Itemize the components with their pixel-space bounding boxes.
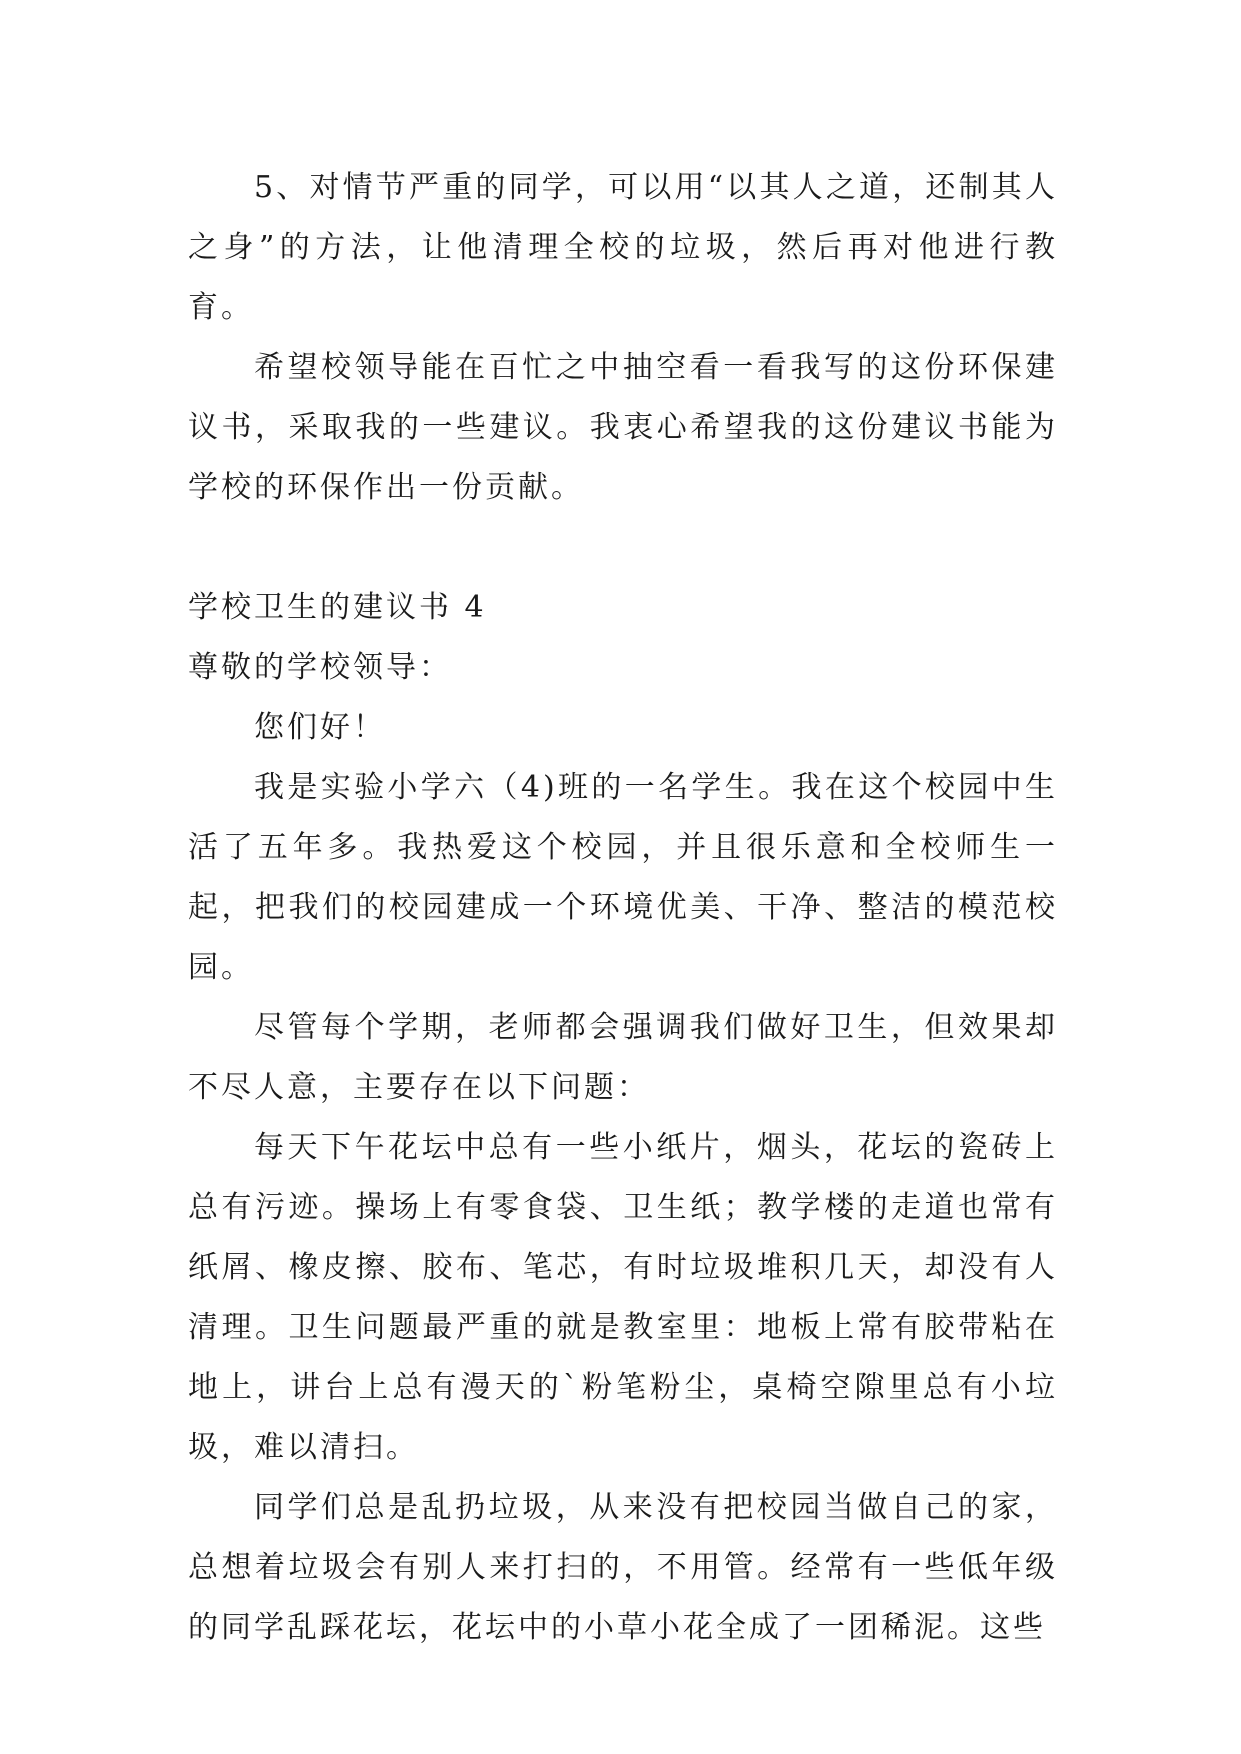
paragraph-problem-intro: 尽管每个学期，老师都会强调我们做好卫生，但效果却不尽人意，主要存在以下问题： bbox=[188, 1010, 1058, 1105]
greeting: 您们好！ bbox=[254, 710, 386, 745]
paragraph-problem-details: 每天下午花坛中总有一些小纸片，烟头，花坛的瓷砖上总有污迹。操场上有零食袋、卫生纸；教学楼的走道也常有纸屑、橡皮擦、胶布、笔芯，有时垃圾堆积几天，却没有人清理。卫生问题最严重的就是教室里：地板上常有胶带粘在地上，讲台上总有漫天的`粉笔粉尘，桌椅空隙里总有小垃圾，难以清扫。 bbox=[188, 1130, 1058, 1465]
paragraph-closing-hope: 希望校领导能在百忙之中抽空看一看我写的这份环保建议书，采取我的一些建议。我衷心希望我的这份建议书能为学校的环保作出一份贡献。 bbox=[188, 350, 1058, 505]
paragraph-suggestion-5: 5、对情节严重的同学，可以用“以其人之道，还制其人之身”的方法，让他清理全校的垃圾，然后再对他进行教育。 bbox=[188, 170, 1058, 325]
section-title: 学校卫生的建议书 4 bbox=[188, 590, 487, 625]
salutation: 尊敬的学校领导： bbox=[188, 650, 452, 685]
document-body bbox=[188, 158, 1058, 1658]
section-spacer bbox=[188, 518, 1058, 578]
paragraph-student-behavior: 同学们总是乱扔垃圾，从来没有把校园当做自己的家，总想着垃圾会有别人来打扫的，不用管。经常有一些低年级的同学乱踩花坛，花坛中的小草小花全成了一团稀泥。这些 bbox=[188, 1490, 1058, 1645]
paragraph-introduction: 我是实验小学六（4)班的一名学生。我在这个校园中生活了五年多。我热爱这个校园，并且很乐意和全校师生一起，把我们的校园建成一个环境优美、干净、整洁的模范校园。 bbox=[188, 770, 1058, 985]
